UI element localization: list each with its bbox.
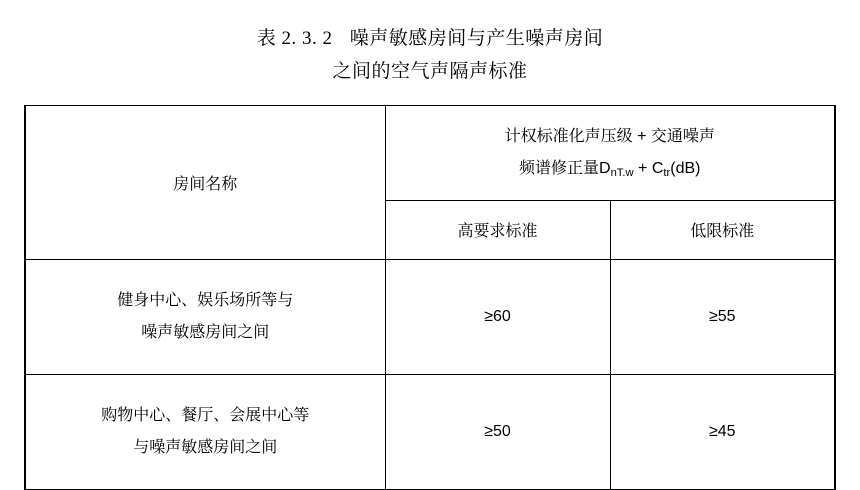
- row-1-high-value: ≥60: [385, 259, 610, 374]
- header-metric-line-2: [390, 153, 831, 184]
- row-1-name: [25, 259, 385, 374]
- row-1-name-line-1: 健身中心、娱乐场所等与: [117, 291, 294, 309]
- table-row: [25, 374, 835, 489]
- row-2-name-line-2: 与噪声敏感房间之间: [133, 438, 278, 456]
- row-2-high-value: ≥50: [385, 374, 610, 489]
- table-number: 表 2. 3. 2: [256, 28, 333, 49]
- header-metric-group: [385, 105, 835, 200]
- header-metric-line-1: 计权标准化声压级 + 交通噪声: [504, 128, 715, 146]
- header-high-standard: 高要求标准: [385, 200, 610, 259]
- header-metric-sub-1: nT.w: [610, 166, 634, 179]
- header-room-name: 房间名称: [25, 105, 385, 259]
- row-1-low-value: ≥55: [610, 259, 835, 374]
- row-1-name-line-2: 噪声敏感房间之间: [141, 323, 270, 341]
- title-line-1: [0, 22, 860, 55]
- row-2-name: [25, 374, 385, 489]
- header-metric-pre: 频谱修正量D: [519, 159, 611, 177]
- title-text-1: 噪声敏感房间与产生噪声房间: [349, 28, 604, 49]
- row-2-name-line-1: 购物中心、餐厅、会展中心等: [101, 406, 310, 424]
- header-low-standard: 低限标准: [610, 200, 835, 259]
- header-metric-sub-2: tr: [663, 166, 671, 179]
- header-metric-mid: + C: [633, 159, 664, 177]
- table-title: [0, 0, 860, 89]
- title-line-2: 之间的空气声隔声标准: [332, 61, 528, 83]
- table-header-row-1: [25, 105, 835, 200]
- table-row: [25, 259, 835, 374]
- header-metric-post: (dB): [670, 159, 701, 177]
- sound-insulation-table: [24, 105, 836, 490]
- row-2-low-value: ≥45: [610, 374, 835, 489]
